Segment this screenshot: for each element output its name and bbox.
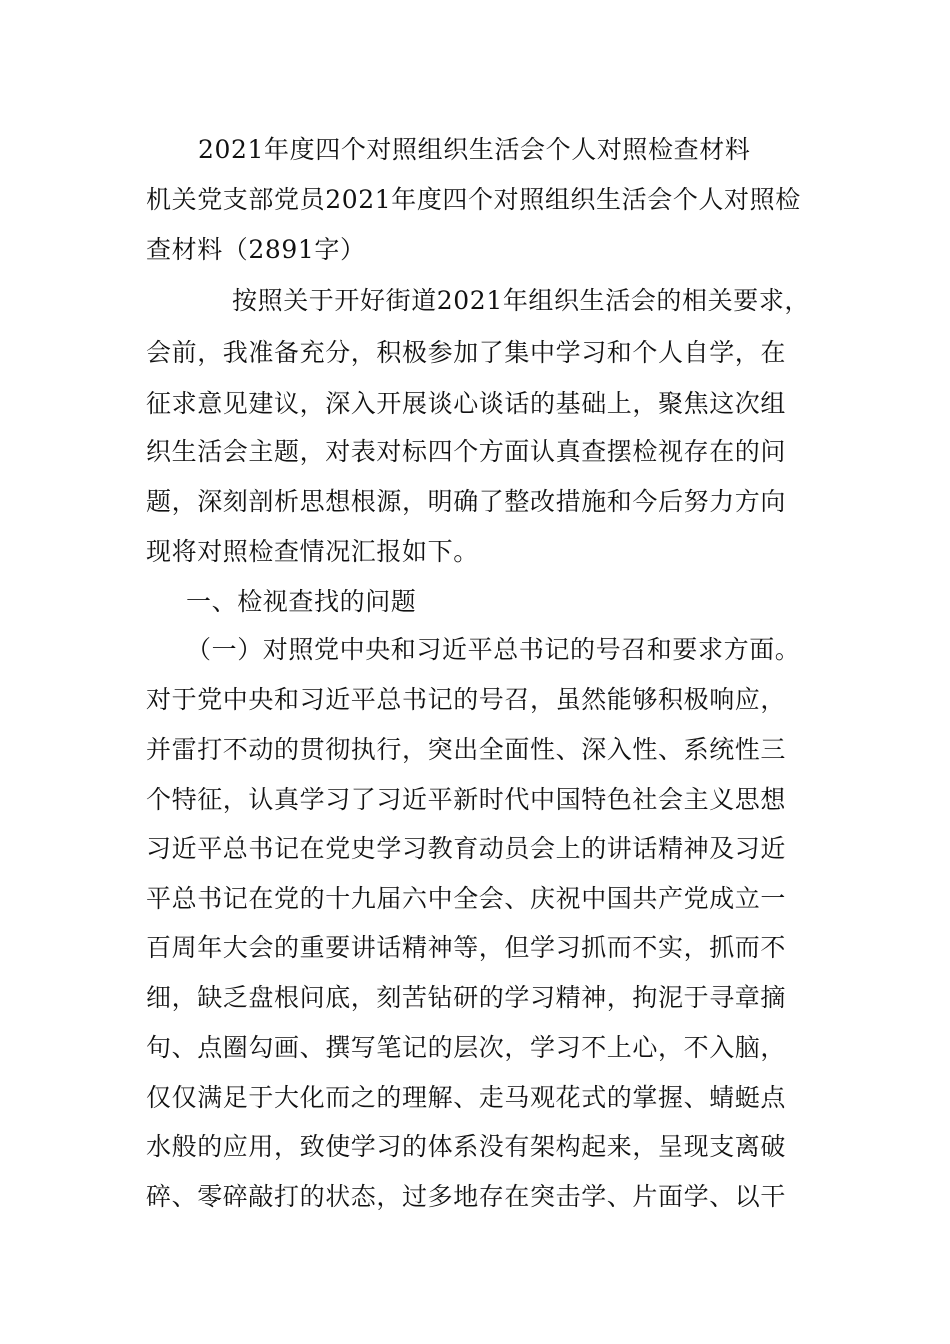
body-line: 百周年大会的重要讲话精神等，但学习抓而不实，抓而不: [146, 933, 787, 962]
intro-line: 现将对照检查情况汇报如下。: [146, 537, 479, 566]
intro-line: 会前，我准备充分，积极参加了集中学习和个人自学，在: [146, 338, 787, 367]
body-line: 习近平总书记在党史学习教育动员会上的讲话精神及习近: [146, 834, 787, 863]
document-title: 2021年度四个对照组织生活会个人对照检查材料: [198, 135, 751, 164]
intro-line: 织生活会主题，对表对标四个方面认真查摆检视存在的问: [146, 437, 787, 466]
body-line: 平总书记在党的十九届六中全会、庆祝中国共产党成立一: [146, 884, 787, 913]
intro-line: 征求意见建议，深入开展谈心谈话的基础上，聚焦这次组: [146, 389, 787, 418]
intro-line: 按照关于开好街道2021年组织生活会的相关要求，: [232, 286, 811, 315]
body-line: 对于党中央和习近平总书记的号召，虽然能够积极响应，: [146, 685, 787, 714]
subtitle-line: 机关党支部党员2021年度四个对照组织生活会个人对照检: [146, 185, 801, 214]
intro-line: 题，深刻剖析思想根源，明确了整改措施和今后努力方向: [146, 487, 787, 516]
body-line: 细，缺乏盘根问底，刻苦钻研的学习精神，拘泥于寻章摘: [146, 983, 787, 1012]
body-line: 仅仅满足于大化而之的理解、走马观花式的掌握、蜻蜓点: [146, 1083, 787, 1112]
body-line: 碎、零碎敲打的状态，过多地存在突击学、片面学、以干: [146, 1182, 787, 1211]
section-heading: 一、检视查找的问题: [186, 587, 417, 616]
body-line: 水般的应用，致使学习的体系没有架构起来，呈现支离破: [146, 1132, 787, 1161]
body-line: 句、点圈勾画、撰写笔记的层次，学习不上心，不入脑，: [146, 1033, 787, 1062]
subsection-heading: （一）对照党中央和习近平总书记的号召和要求方面。: [186, 635, 801, 664]
body-line: 个特征，认真学习了习近平新时代中国特色社会主义思想: [146, 785, 787, 814]
subtitle-line: 查材料（2891字）: [146, 235, 366, 264]
body-line: 并雷打不动的贯彻执行，突出全面性、深入性、系统性三: [146, 735, 787, 764]
